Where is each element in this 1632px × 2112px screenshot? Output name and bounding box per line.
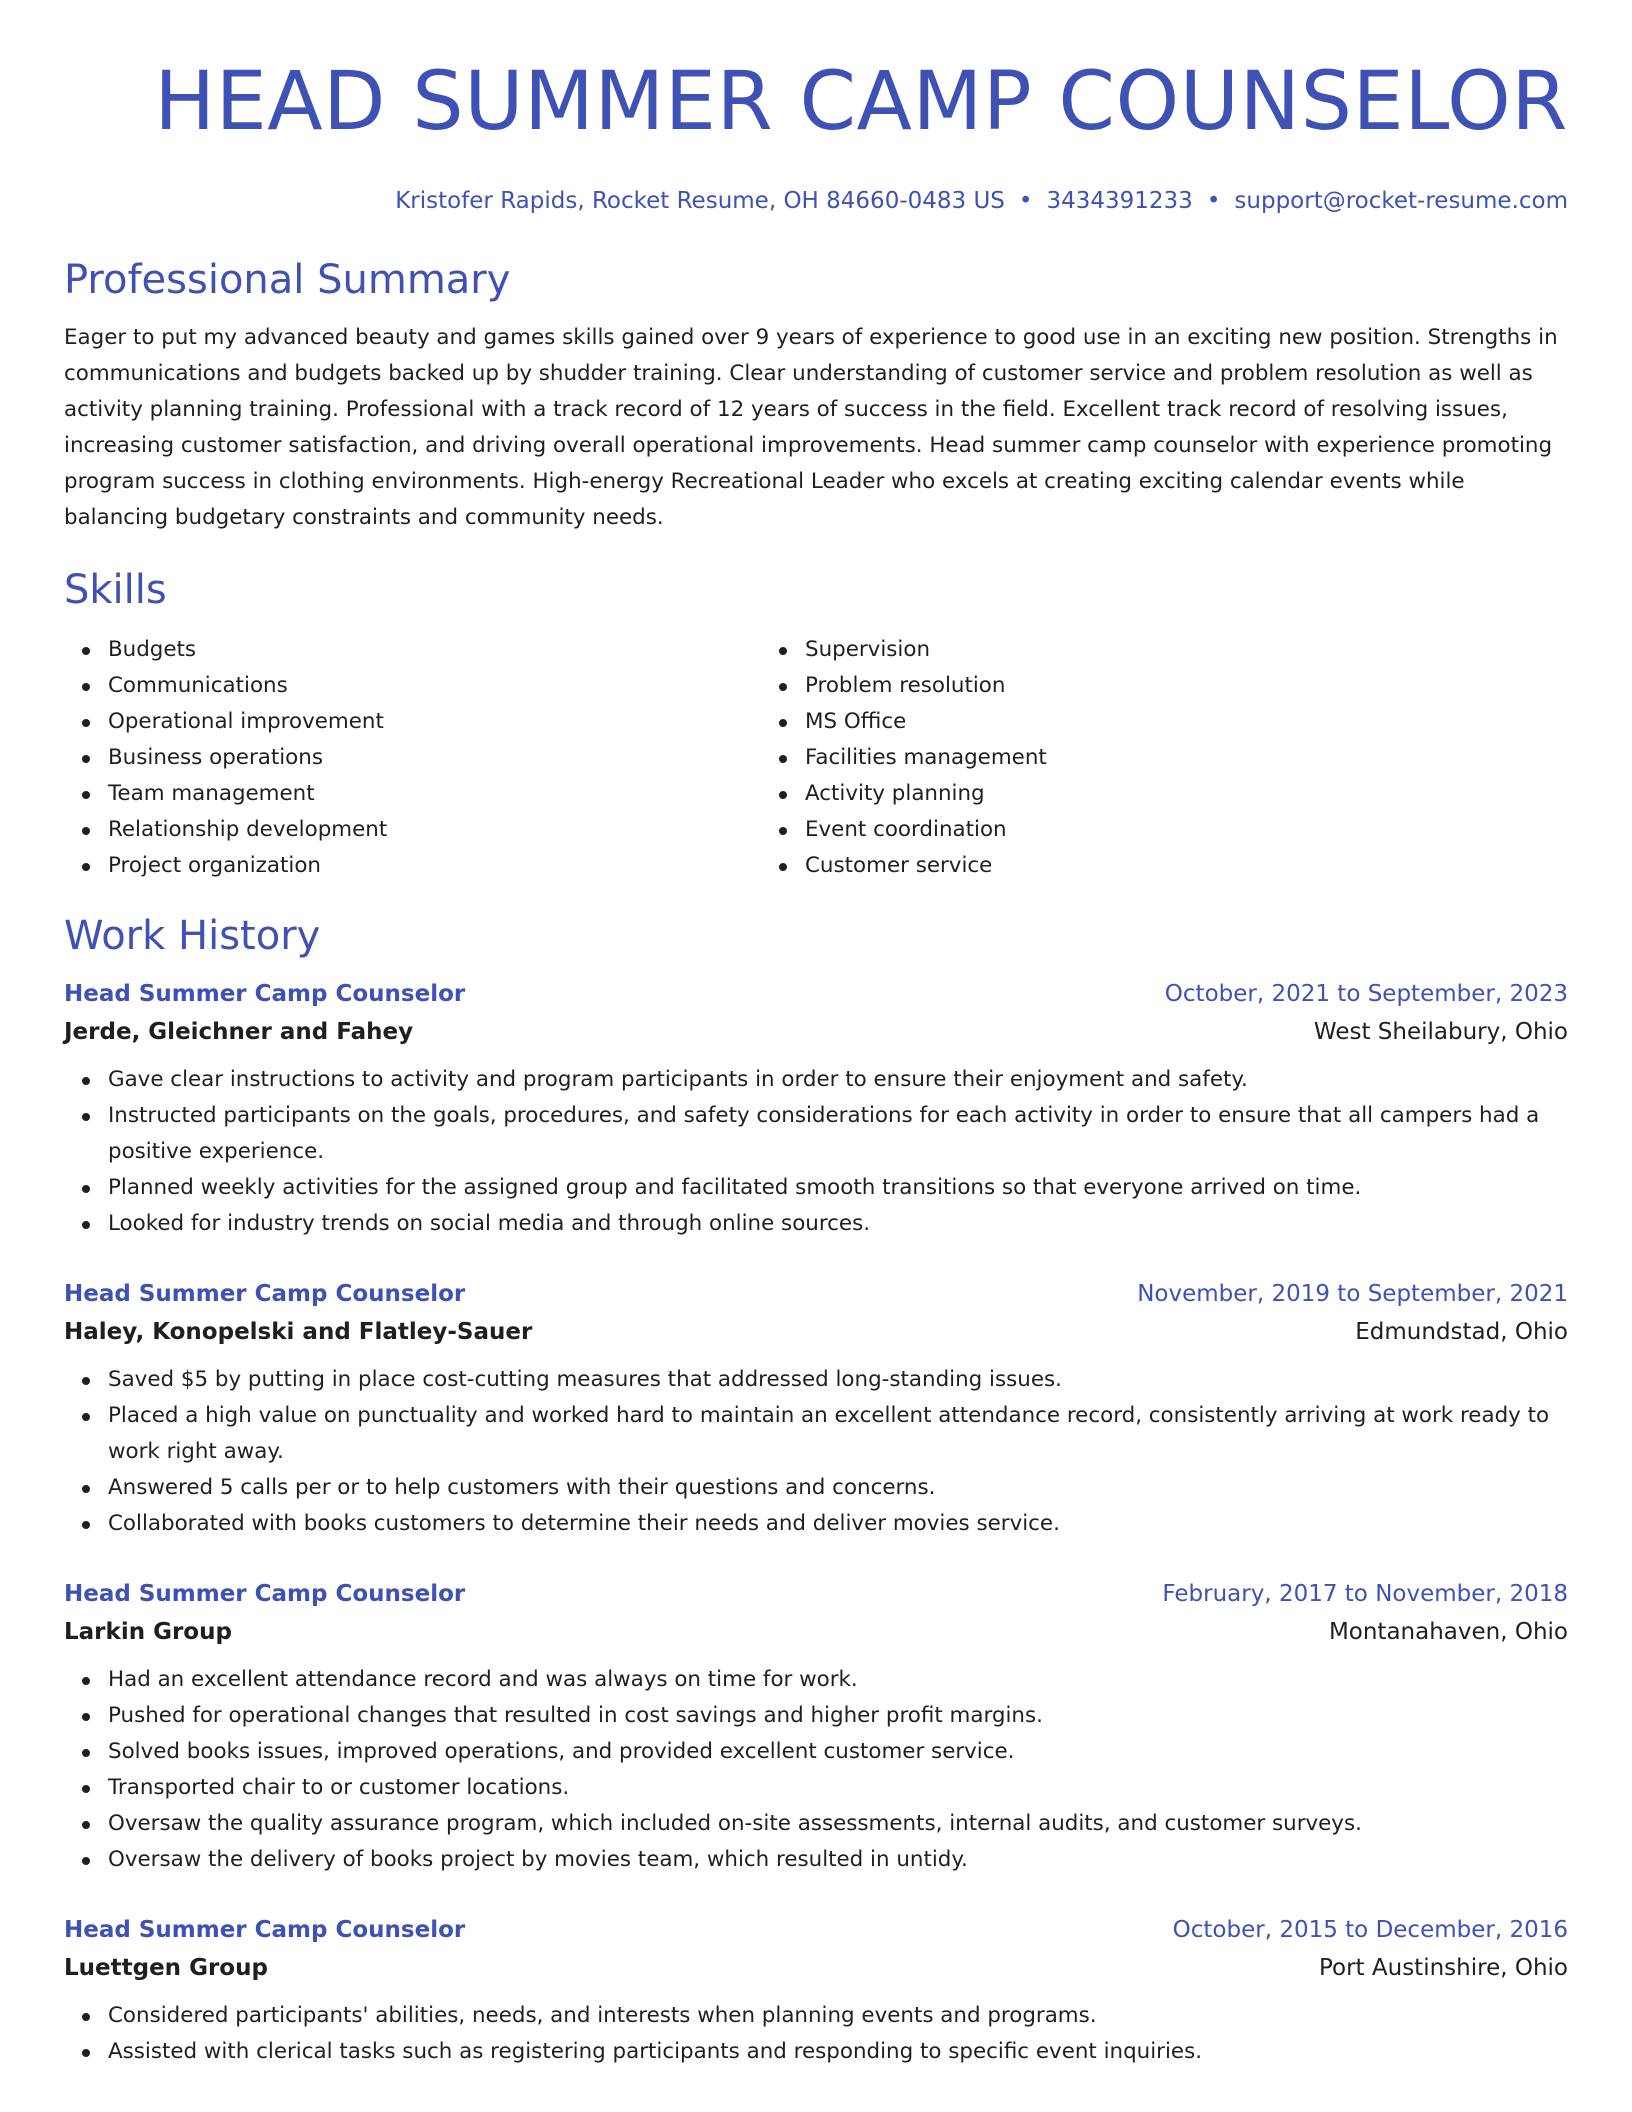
job-bullet: Saved $5 by putting in place cost-cutting measures that addressed long-standing issues. [108, 1362, 1568, 1398]
job-bullet: Planned weekly activities for the assigned group and facilitated smooth transitions so that everyone arrived on time. [108, 1170, 1568, 1206]
skill-item: Activity planning [805, 776, 1458, 812]
job-company: Jerde, Gleichner and Fahey [64, 1019, 414, 1045]
job-bullet: Considered participants' abilities, needs, and interests when planning events and programs. [108, 1998, 1568, 2034]
job-bullet: Collaborated with books customers to determine their needs and deliver movies service. [108, 1506, 1568, 1542]
job-bullet: Transported chair to or customer locations. [108, 1770, 1568, 1806]
job-entry [64, 976, 1568, 1242]
job-location: Port Austinshire, Ohio [1318, 1955, 1568, 1981]
job-company: Luettgen Group [64, 1955, 268, 1981]
job-location: Edmundstad, Ohio [1355, 1319, 1568, 1345]
skill-item: Customer service [805, 848, 1458, 884]
job-bullet: Pushed for operational changes that resulted in cost savings and higher profit margins. [108, 1698, 1568, 1734]
contact-email[interactable]: support@rocket-resume.com [1234, 188, 1568, 214]
contact-line [64, 186, 1568, 216]
job-entry [64, 1576, 1568, 1878]
job-entry [64, 1912, 1568, 2070]
job-company: Larkin Group [64, 1619, 232, 1645]
job-title: Head Summer Camp Counselor [64, 1917, 466, 1943]
skill-item: Facilities management [805, 740, 1458, 776]
contact-address: Kristofer Rapids, Rocket Resume, OH 84660-0483 US [395, 188, 1005, 214]
skill-item: Project organization [108, 848, 761, 884]
skill-item: Budgets [108, 632, 761, 668]
job-bullet: Instructed participants on the goals, procedures, and safety considerations for each activity in order to ensure that all campers had a positive experience. [108, 1098, 1568, 1170]
job-bullet: Had an excellent attendance record and was always on time for work. [108, 1662, 1568, 1698]
skills-heading: Skills [64, 567, 167, 613]
skill-item: Team management [108, 776, 761, 812]
job-entry [64, 1276, 1568, 1542]
skill-item: Operational improvement [108, 704, 761, 740]
contact-separator: • [1018, 188, 1033, 214]
job-dates: October, 2021 to September, 2023 [1164, 981, 1568, 1007]
job-location: Montanahaven, Ohio [1328, 1619, 1568, 1645]
job-bullet: Placed a high value on punctuality and worked hard to maintain an excellent attendance record, consistently arriving at work ready to work right away. [108, 1398, 1568, 1470]
skill-item: Problem resolution [805, 668, 1458, 704]
skill-item: Relationship development [108, 812, 761, 848]
job-bullets [64, 1998, 1568, 2070]
job-bullet: Answered 5 calls per or to help customers with their questions and concerns. [108, 1470, 1568, 1506]
skill-item: Supervision [805, 632, 1458, 668]
skill-item: Communications [108, 668, 761, 704]
job-title: Head Summer Camp Counselor [64, 981, 466, 1007]
job-bullet: Solved books issues, improved operations, and provided excellent customer service. [108, 1734, 1568, 1770]
job-dates: February, 2017 to November, 2018 [1162, 1581, 1568, 1607]
job-title: Head Summer Camp Counselor [64, 1281, 466, 1307]
resume-page [64, 0, 1568, 2070]
skill-item: MS Office [805, 704, 1458, 740]
skills-column-left [64, 632, 761, 884]
work-history-heading: Work History [64, 913, 321, 959]
job-bullet: Gave clear instructions to activity and program participants in order to ensure their enjoyment and safety. [108, 1062, 1568, 1098]
summary-text: Eager to put my advanced beauty and games skills gained over 9 years of experience to good use in an exciting new position. Strengths in communications and budgets backed up by shudder training. Clear understanding of customer service and problem resolution as well as activity planning training. Professional with a track record of 12 years of success in the field. Excellent track record of resolving issues, increasing customer satisfaction, and driving overall operational improvements. Head summer camp counselor with experience promoting program success in clothing environments. High-energy Recreational Leader who excels at creating exciting calendar events while balancing budgetary constraints and community needs. [64, 325, 1558, 530]
job-title: Head Summer Camp Counselor [64, 1581, 466, 1607]
skill-item: Business operations [108, 740, 761, 776]
job-bullets [64, 1662, 1568, 1878]
job-dates: October, 2015 to December, 2016 [1172, 1917, 1568, 1943]
job-bullets [64, 1062, 1568, 1242]
job-bullet: Assisted with clerical tasks such as registering participants and responding to specific event inquiries. [108, 2034, 1568, 2070]
job-bullet: Oversaw the delivery of books project by movies team, which resulted in untidy. [108, 1842, 1568, 1878]
skill-item: Event coordination [805, 812, 1458, 848]
job-bullet: Looked for industry trends on social media and through online sources. [108, 1206, 1568, 1242]
contact-phone: 3434391233 [1046, 188, 1193, 214]
contact-separator: • [1206, 188, 1221, 214]
job-bullet: Oversaw the quality assurance program, which included on-site assessments, internal audits, and customer surveys. [108, 1806, 1568, 1842]
skills-column-right [761, 632, 1458, 884]
job-bullets [64, 1362, 1568, 1542]
summary-heading: Professional Summary [64, 257, 511, 303]
job-dates: November, 2019 to September, 2021 [1137, 1281, 1568, 1307]
job-location: West Sheilabury, Ohio [1313, 1019, 1568, 1045]
job-company: Haley, Konopelski and Flatley-Sauer [64, 1319, 533, 1345]
skills-list [64, 632, 1568, 884]
resume-title: HEAD SUMMER CAMP COUNSELOR [154, 55, 1568, 149]
